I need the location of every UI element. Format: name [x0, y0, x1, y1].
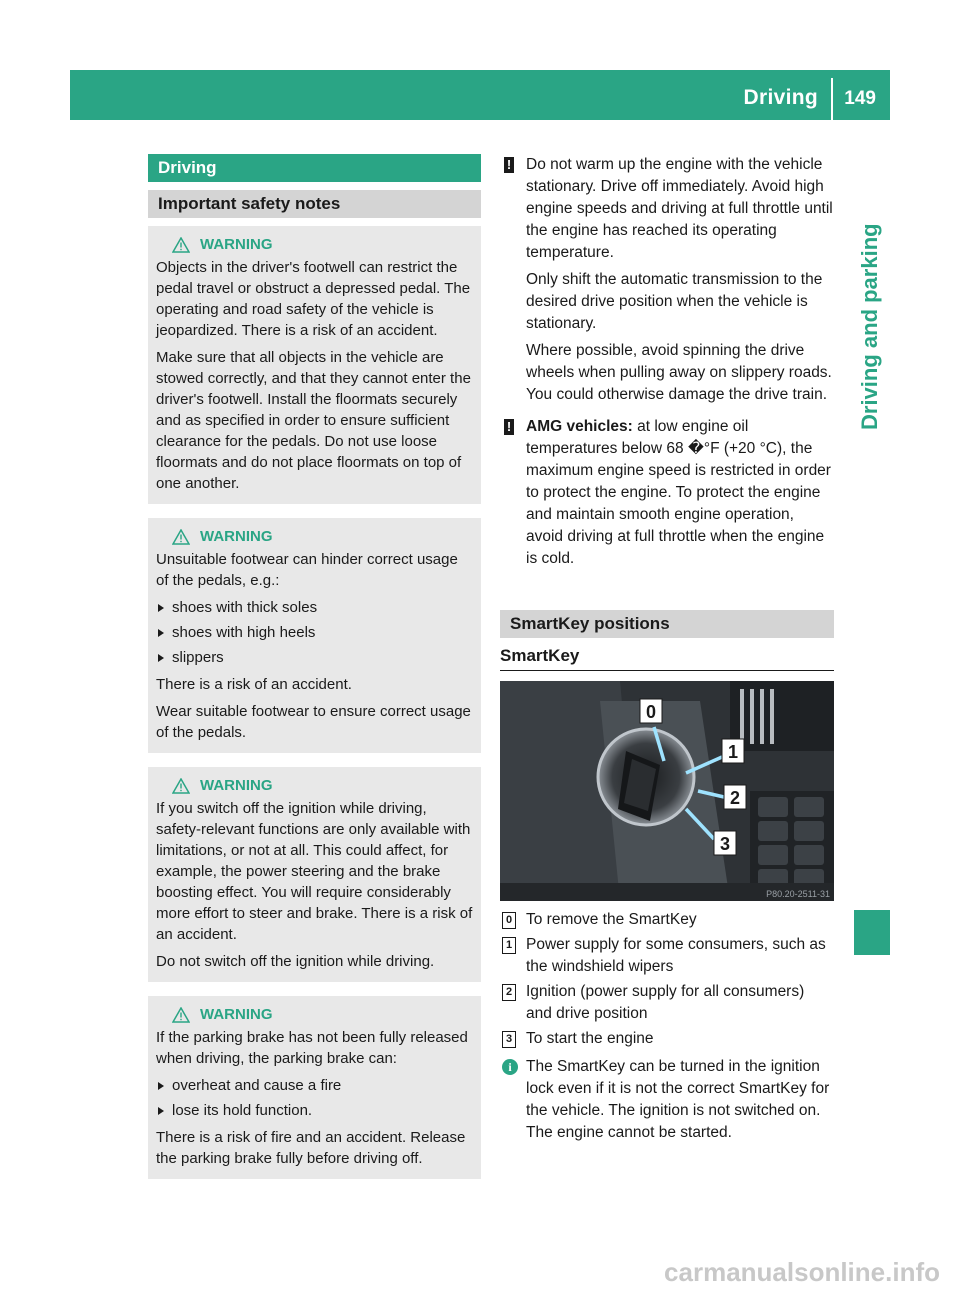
position-label-1: 1 — [727, 742, 739, 762]
position-number: 2 — [502, 984, 516, 1001]
chapter-marker — [854, 910, 890, 955]
warning-header — [156, 526, 473, 547]
warning-box — [148, 518, 481, 753]
smartkey-photo — [500, 681, 834, 901]
warning-text: Unsuitable footwear can hinder correct usage of the pedals, e.g.: — [156, 551, 458, 589]
legend-text: Ignition (power supply for all consumers) and drive position — [526, 983, 805, 1022]
subsection-heading: Important safety notes — [148, 190, 481, 218]
subheading: SmartKey — [500, 646, 834, 671]
list-item: overheat and cause a fire — [156, 1075, 473, 1096]
position-number: 3 — [502, 1031, 516, 1048]
warning-header — [156, 234, 473, 255]
warning-label: WARNING — [200, 528, 273, 545]
note-text: Only shift the automatic transmission to the desired drive position when the vehicle is stationary. — [526, 271, 823, 332]
position-label-0: 0 — [645, 702, 657, 722]
warning-box — [148, 226, 481, 504]
caution-icon: ! — [504, 157, 514, 173]
caution-icon: ! — [504, 419, 514, 435]
list-item: shoes with thick soles — [156, 597, 473, 618]
warning-text: If you switch off the ignition while driving, safety-relevant functions are only available with limitations, or not at all. This could affect, for example, the power steering and the brake boosting effect. You will require considerably more effort to steer and brake. There is a risk of an accident. — [156, 800, 473, 943]
bullet-list — [156, 597, 473, 668]
warning-text: There is a risk of an accident. — [156, 676, 352, 693]
smartkey-illustration — [500, 681, 834, 901]
note-text — [526, 416, 834, 570]
photo-code: P80.20-2511-31 — [766, 889, 830, 899]
footer-watermark: carmanualsonline.info — [664, 1257, 940, 1287]
warning-triangle-icon — [172, 778, 190, 794]
warning-label: WARNING — [200, 236, 273, 253]
list-item: slippers — [156, 647, 473, 668]
warning-label: WARNING — [200, 1006, 273, 1023]
warning-box — [148, 996, 481, 1179]
info-icon: i — [502, 1059, 518, 1075]
position-label-2: 2 — [729, 788, 741, 808]
warning-text: There is a risk of fire and an accident. Release the parking brake fully before driving off. — [156, 1129, 466, 1167]
legend-item — [500, 1028, 834, 1050]
section-heading: SmartKey positions — [500, 610, 834, 638]
warning-triangle-icon — [172, 529, 190, 545]
left-column — [148, 154, 481, 1193]
warning-text: If the parking brake has not been fully released when driving, the parking brake can: — [156, 1029, 468, 1067]
list-item: shoes with high heels — [156, 622, 473, 643]
caution-note — [500, 154, 834, 406]
header-title: Driving — [743, 86, 818, 109]
legend-text: To remove the SmartKey — [526, 911, 697, 928]
note-text: Do not warm up the engine with the vehicle stationary. Drive off immediately. Avoid high engine speeds and driving at full throttle until the engine has reached its operating temperature. — [526, 156, 833, 261]
warning-text: Wear suitable footwear to ensure correct usage of the pedals. — [156, 703, 471, 741]
legend-item — [500, 981, 834, 1025]
legend-text: Power supply for some consumers, such as the windshield wipers — [526, 936, 826, 975]
bullet-list — [156, 1075, 473, 1121]
legend-list — [500, 909, 834, 1050]
section-heading: Driving — [148, 154, 481, 182]
note-bold: AMG vehicles: — [526, 418, 633, 435]
warning-header — [156, 775, 473, 796]
right-column — [500, 154, 834, 1154]
legend-item — [500, 934, 834, 978]
caution-note — [500, 416, 834, 570]
legend-item — [500, 909, 834, 931]
warning-label: WARNING — [200, 777, 273, 794]
warning-triangle-icon — [172, 1007, 190, 1023]
info-text: The SmartKey can be turned in the ignition lock even if it is not the correct SmartKey for the vehicle. The ignition is not switched on. The engine cannot be started. — [526, 1058, 830, 1141]
warning-text: Objects in the driver's footwell can restrict the pedal travel or obstruct a depressed pedal. The operating and road safety of the vehicle is jeopardized. There is a risk of an accident. — [156, 259, 471, 339]
header-separator — [831, 78, 833, 120]
note-body: at low engine oil temperatures below 68 �°F (+20 °C), the maximum engine speed is restricted in order to protect the engine. To protect the engine and maintain smooth engine operation, avoid driving at full throttle when the engine is cold. — [526, 418, 831, 567]
chapter-side-tab — [850, 120, 890, 1170]
note-text: Where possible, avoid spinning the drive wheels when pulling away on slippery roads. You could otherwise damage the drive train. — [526, 342, 832, 403]
warning-text: Make sure that all objects in the vehicle are stowed correctly, and that they cannot enter the driver's footwell. Install the floormats securely and as specified in order to ensure sufficient clearance for the pedals. Do not use loose floormats and do not place floormats on top of one another. — [156, 349, 471, 492]
legend-text: To start the engine — [526, 1030, 654, 1047]
warning-text: Do not switch off the ignition while driving. — [156, 953, 435, 970]
page-header — [70, 70, 890, 120]
position-number: 1 — [502, 937, 516, 954]
list-item: lose its hold function. — [156, 1100, 473, 1121]
info-note — [500, 1056, 834, 1144]
warning-triangle-icon — [172, 237, 190, 253]
page-number: 149 — [844, 88, 876, 109]
chapter-label: Driving and parking — [857, 223, 882, 430]
warning-header — [156, 1004, 473, 1025]
position-number: 0 — [502, 912, 516, 929]
warning-box — [148, 767, 481, 982]
position-label-3: 3 — [719, 834, 731, 854]
